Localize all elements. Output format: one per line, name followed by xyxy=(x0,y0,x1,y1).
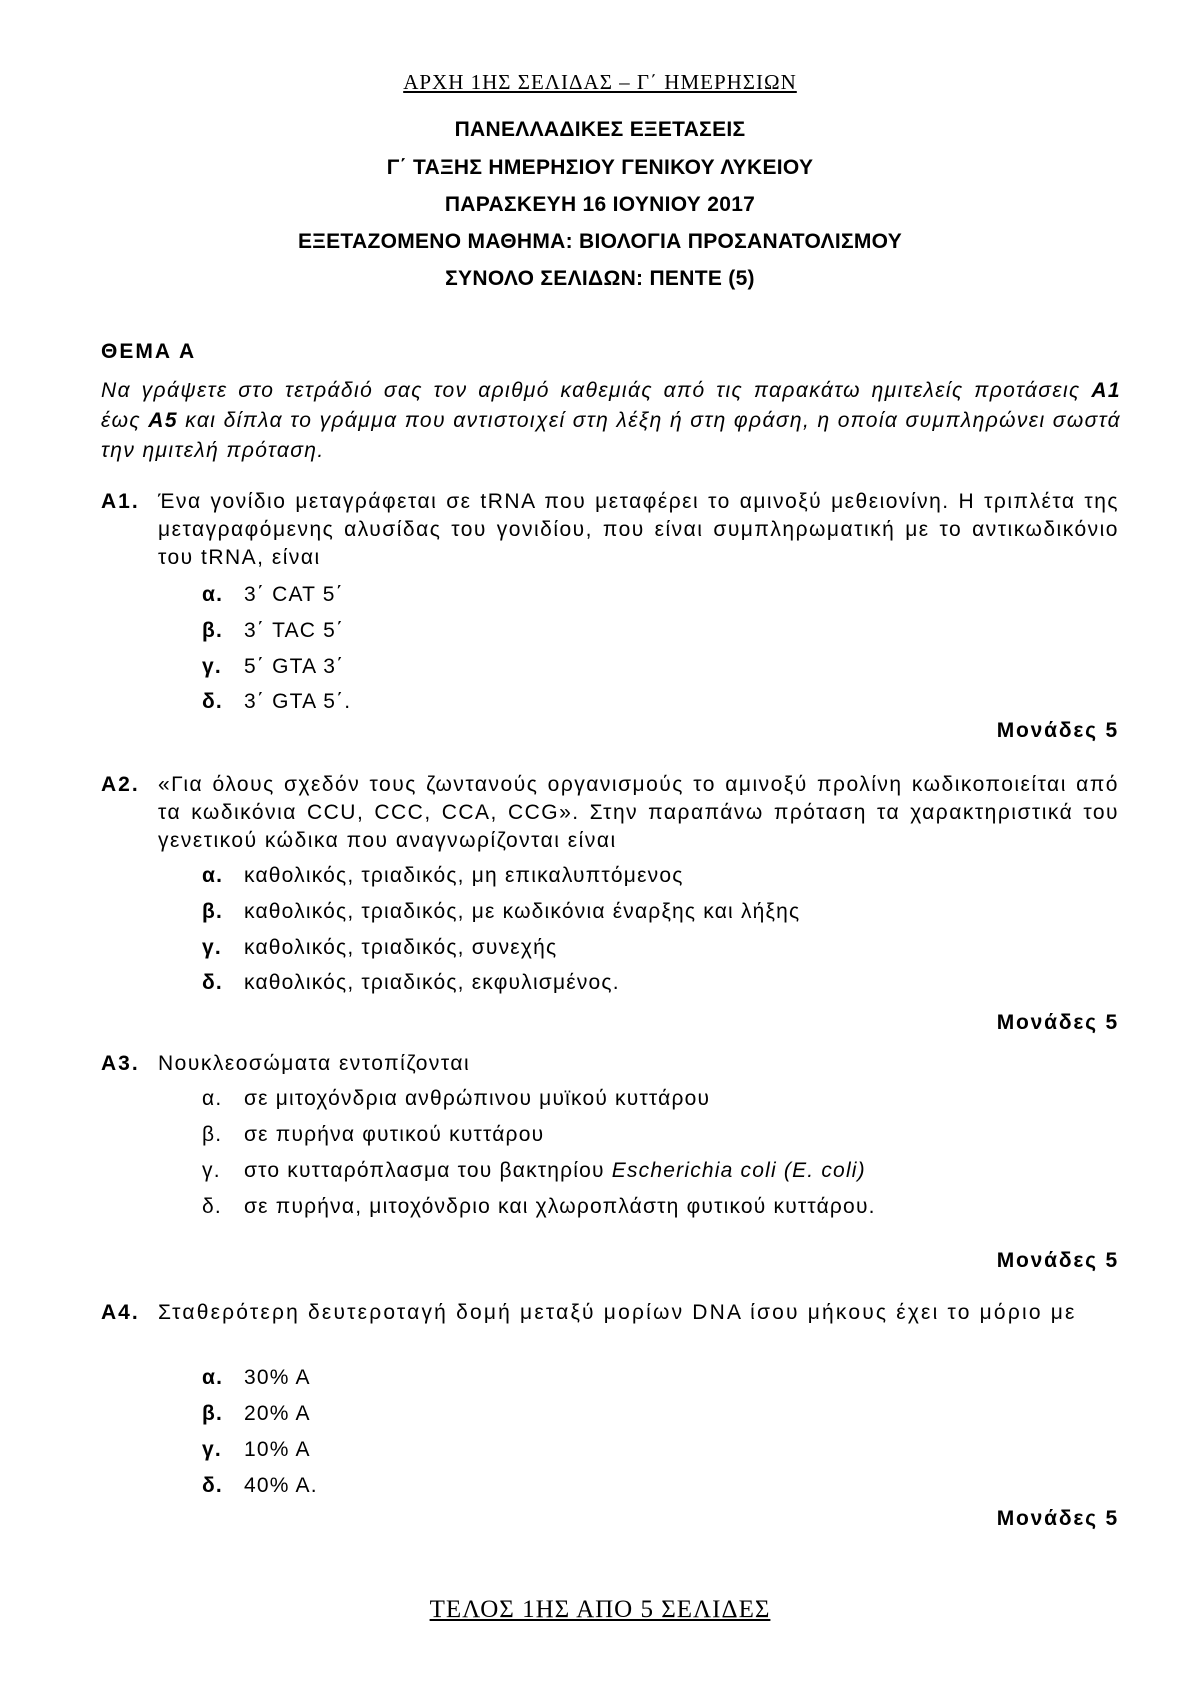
option-label: δ. xyxy=(202,971,223,994)
option-item xyxy=(202,655,344,679)
option-item xyxy=(202,936,557,960)
marks-label: Μονάδες 5 xyxy=(996,1249,1119,1272)
question-number: Α3. xyxy=(101,1052,140,1075)
option-item xyxy=(202,583,344,607)
option-text: 40% A. xyxy=(244,1474,318,1497)
option-label: γ. xyxy=(202,1438,222,1461)
option-label: β. xyxy=(202,1123,223,1146)
option-label: γ. xyxy=(202,655,222,678)
option-label: β. xyxy=(202,619,224,642)
question-text: Σταθερότερη δευτεροταγή δομή μεταξύ μορίων DNA ίσου μήκους έχει το μόριο με xyxy=(158,1301,1077,1324)
exam-title: ΠΑΝΕΛΛΑΔΙΚΕΣ ΕΞΕΤΑΣΕΙΣ xyxy=(454,118,746,141)
option-text: καθολικός, τριαδικός, με κωδικόνια έναρξης και λήξης xyxy=(244,900,801,923)
option-item xyxy=(202,1438,311,1462)
instructions-text-3: και δίπλα το γράμμα που αντιστοιχεί στη λέξη ή στη φράση, η οποία συμπληρώνει σωστά την ημιτελή πρόταση. xyxy=(101,409,1121,462)
option-label: α. xyxy=(202,583,224,606)
option-label: γ. xyxy=(202,1159,221,1182)
option-item xyxy=(202,1474,318,1498)
option-item xyxy=(202,619,344,643)
exam-subject: ΕΞΕΤΑΖΟΜΕΝΟ ΜΑΘΗΜΑ: ΒΙΟΛΟΓΙΑ ΠΡΟΣΑΝΑΤΟΛΙΣΜΟΥ xyxy=(297,230,903,253)
option-text: 30% A xyxy=(244,1366,311,1389)
instructions xyxy=(101,376,1121,466)
option-item xyxy=(202,690,351,714)
option-text: καθολικός, τριαδικός, συνεχής xyxy=(244,936,558,959)
option-item xyxy=(202,864,684,888)
page-footer: ΤΕΛΟΣ 1ΗΣ ΑΠΟ 5 ΣΕΛΙΔΕΣ xyxy=(429,1596,771,1623)
option-label: δ. xyxy=(202,1195,222,1218)
instructions-text-1: Να γράψετε στο τετράδιό σας τον αριθμό καθεμιάς από τις παρακάτω ημιτελείς προτάσεις xyxy=(101,379,1092,402)
exam-date: ΠΑΡΑΣΚΕΥΗ 16 ΙΟΥΝΙΟΥ 2017 xyxy=(444,193,756,216)
instructions-bold-2: Α5 xyxy=(148,409,178,432)
option-label: γ. xyxy=(202,936,222,959)
option-text: 10% A xyxy=(244,1438,311,1461)
exam-class: Γ΄ ΤΑΞΗΣ ΗΜΕΡΗΣΙΟΥ ΓΕΝΙΚΟΥ ΛΥΚΕΙΟΥ xyxy=(386,156,814,179)
marks-label: Μονάδες 5 xyxy=(996,1011,1119,1034)
option-label: β. xyxy=(202,1402,224,1425)
option-label: α. xyxy=(202,1366,224,1389)
instructions-text-2: έως xyxy=(101,409,149,432)
option-item xyxy=(202,900,800,924)
marks-label: Μονάδες 5 xyxy=(996,1507,1119,1530)
option-item xyxy=(202,1123,544,1147)
option-text: 3΄ CAT 5΄ xyxy=(244,583,344,606)
instructions-bold-1: Α1 xyxy=(1091,379,1121,402)
option-item xyxy=(202,1402,311,1426)
option-text: καθολικός, τριαδικός, μη επικαλυπτόμενος xyxy=(244,864,684,887)
option-text: σε πυρήνα φυτικού κυττάρου xyxy=(244,1123,545,1146)
option-item xyxy=(202,1159,866,1183)
option-item xyxy=(202,1087,710,1111)
option-text: 5΄ GTA 3΄ xyxy=(244,655,345,678)
question-text: Ένα γονίδιο μεταγράφεται σε tRNA που μεταφέρει το αμινοξύ μεθειονίνη. Η τριπλέτα της μεταγραφόμενης αλυσίδας του γονιδίου, που είναι συμπληρωματική με το αντικωδικόνιο του tRNA, είναι xyxy=(158,490,1119,569)
option-item xyxy=(202,971,620,995)
option-item xyxy=(202,1366,311,1390)
option-text: σε πυρήνα, μιτοχόνδριο και χλωροπλάστη φυτικού κυττάρου. xyxy=(244,1195,876,1218)
question-number: Α2. xyxy=(101,773,140,796)
option-text: 3΄ TAC 5΄ xyxy=(244,619,345,642)
option-text: σε μιτοχόνδρια ανθρώπινου μυϊκού κυττάρου xyxy=(244,1087,711,1110)
page-header: ΑΡΧΗ 1ΗΣ ΣΕΛΙΔΑΣ – Γ΄ ΗΜΕΡΗΣΙΩΝ xyxy=(403,70,797,94)
option-label: α. xyxy=(202,1087,223,1110)
option-label: δ. xyxy=(202,690,223,713)
question-number: Α4. xyxy=(101,1301,140,1324)
option-text: 3΄ GTA 5΄. xyxy=(244,690,352,713)
question-text: Νουκλεοσώματα εντοπίζονται xyxy=(158,1052,471,1075)
option-label: δ. xyxy=(202,1474,223,1497)
option-text: 20% A xyxy=(244,1402,311,1425)
question-number: Α1. xyxy=(101,490,140,513)
option-text: καθολικός, τριαδικός, εκφυλισμένος. xyxy=(244,971,620,994)
option-text: στο κυτταρόπλασμα του βακτηρίου xyxy=(244,1159,612,1182)
theme-title: ΘΕΜΑ Α xyxy=(101,340,197,363)
option-label: α. xyxy=(202,864,224,887)
option-label: β. xyxy=(202,900,224,923)
marks-label: Μονάδες 5 xyxy=(996,719,1119,742)
exam-page-count: ΣΥΝΟΛΟ ΣΕΛΙΔΩΝ: ΠΕΝΤΕ (5) xyxy=(445,267,755,290)
question-text: «Για όλους σχεδόν τους ζωντανούς οργανισμούς το αμινοξύ προλίνη κωδικοποιείται από τα κωδικόνια CCU, CCC, CCA, CCG». Στην παραπάνω πρόταση τα χαρακτηριστικά του γενετικού κώδικα που αναγνωρίζονται είναι xyxy=(158,773,1119,852)
species-name: Escherichia coli (E. coli) xyxy=(611,1159,866,1182)
option-item xyxy=(202,1195,876,1219)
